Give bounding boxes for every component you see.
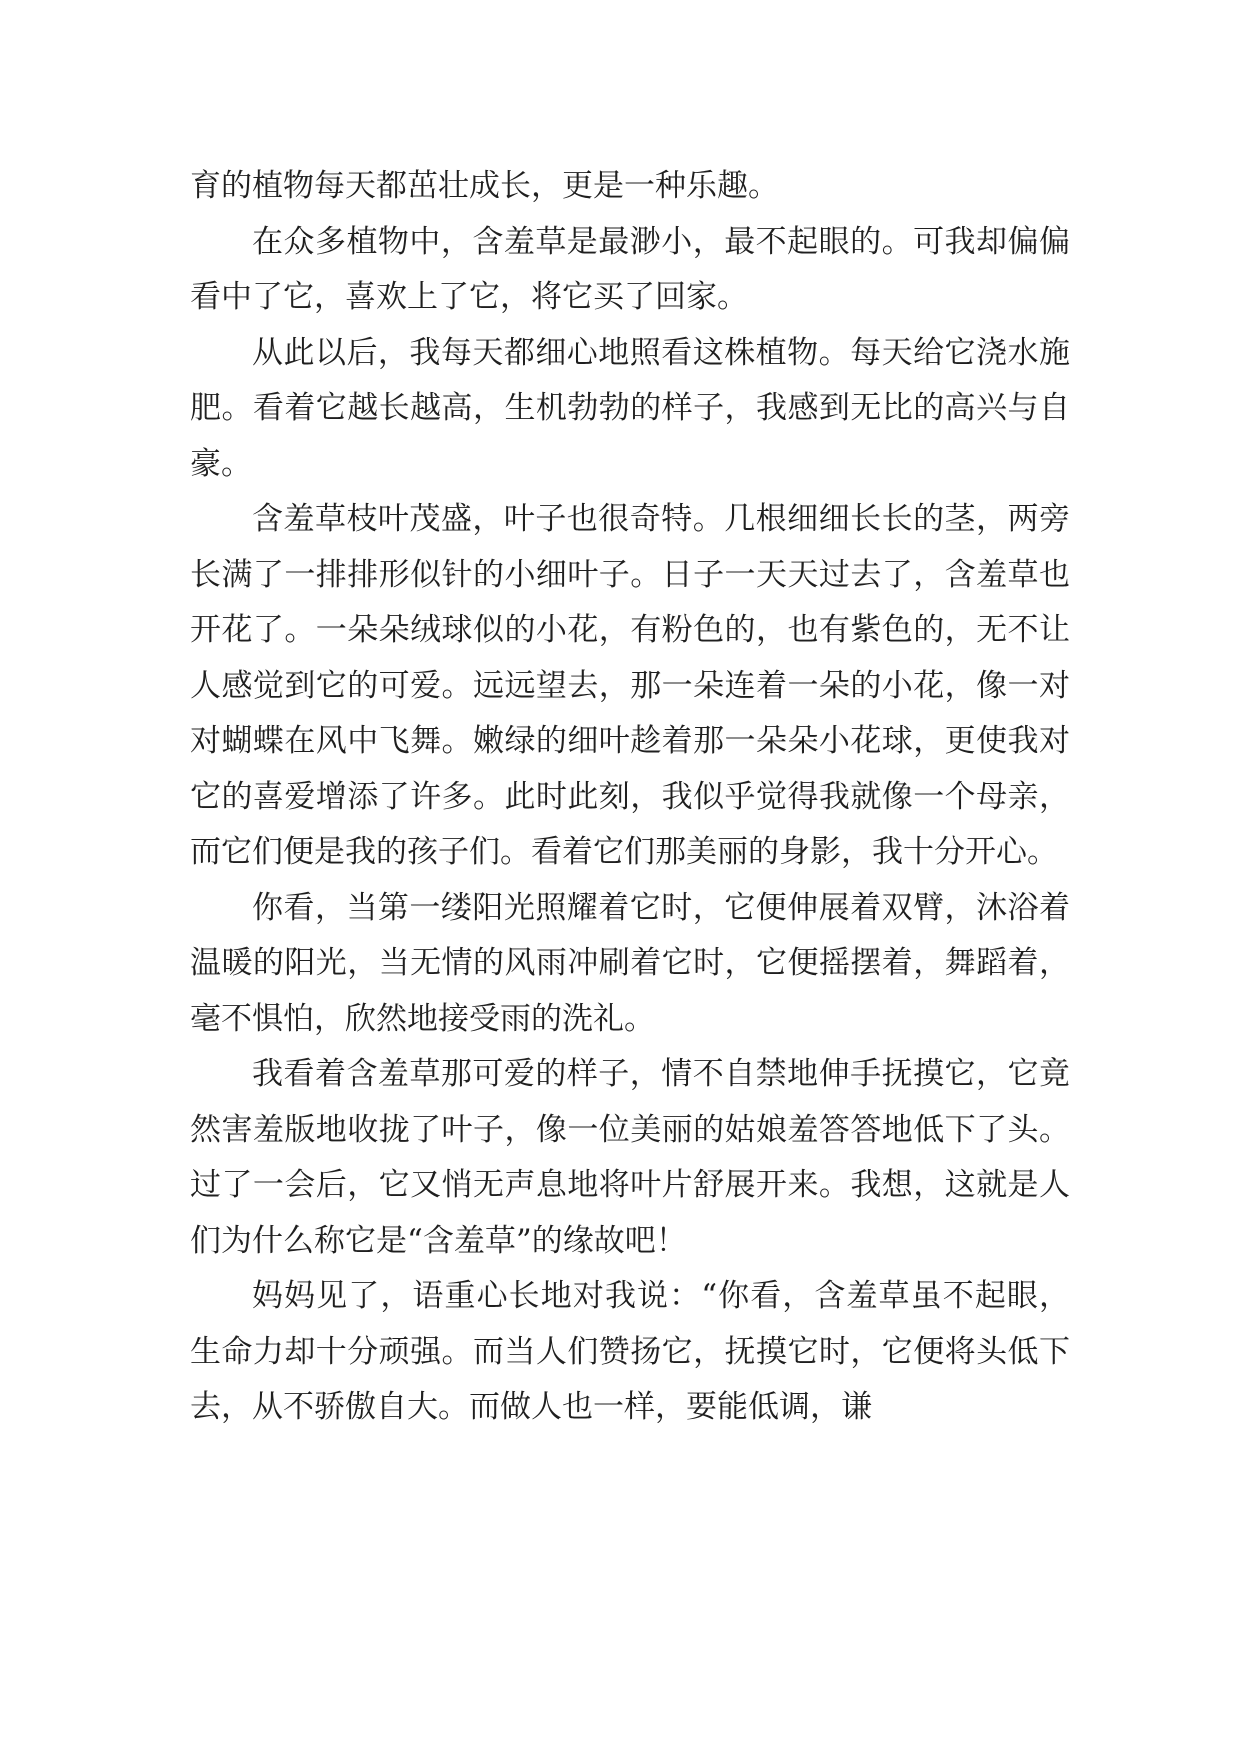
paragraph-2: 在众多植物中，含羞草是最渺小，最不起眼的。可我却偏偏看中了它，喜欢上了它，将它买了回家。: [190, 223, 1070, 315]
paragraph-4: 含羞草枝叶茂盛，叶子也很奇特。几根细细长长的茎，两旁长满了一排排形似针的小细叶子。日子一天天过去了，含羞草也开花了。一朵朵绒球似的小花，有粉色的，也有紫色的，无不让人感觉到它的可爱。远远望去，那一朵连着一朵的小花，像一对对蝴蝶在风中飞舞。嫩绿的细叶趁着那一朵朵小花球，更使我对它的喜爱增添了许多。此时此刻，我似乎觉得我就像一个母亲，而它们便是我的孩子们。看着它们那美丽的身影，我十分开心。: [190, 501, 1070, 870]
paragraph-7: 妈妈见了，语重心长地对我说：“你看，含羞草虽不起眼，生命力却十分顽强。而当人们赞扬它，抚摸它时，它便将头低下去，从不骄傲自大。而做人也一样，要能低调，谦: [190, 1278, 1070, 1425]
paragraph-1-continued: 育的植物每天都茁壮成长，更是一种乐趣。: [190, 168, 779, 204]
paragraph-3: 从此以后，我每天都细心地照看这株植物。每天给它浇水施肥。看着它越长越高，生机勃勃的样子，我感到无比的高兴与自豪。: [190, 334, 1070, 482]
essay-body: [190, 159, 1070, 1436]
paragraph-5: 你看，当第一缕阳光照耀着它时，它便伸展着双臂，沐浴着温暖的阳光，当无情的风雨冲刷着它时，它便摇摆着，舞蹈着，毫不惧怕，欣然地接受雨的洗礼。: [190, 889, 1070, 1037]
paragraph-6: 我看着含羞草那可爱的样子，情不自禁地伸手抚摸它，它竟然害羞版地收拢了叶子，像一位美丽的姑娘羞答答地低下了头。过了一会后，它又悄无声息地将叶片舒展开来。我想，这就是人们为什么称它是“含羞草”的缘故吧！: [190, 1056, 1070, 1259]
